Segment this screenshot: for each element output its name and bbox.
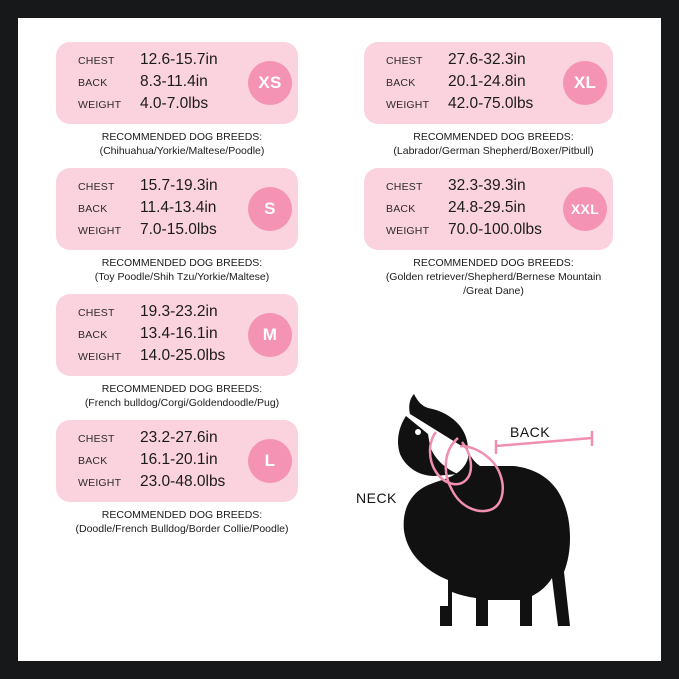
- breeds-line: (Toy Poodle/Shih Tzu/Yorkie/Maltese): [94, 271, 270, 283]
- size-column-left: [28, 42, 336, 546]
- breeds-line: (Labrador/German Shepherd/Boxer/Pitbull): [393, 145, 594, 157]
- size-badge-l: L: [248, 439, 292, 483]
- measure-value: 42.0-75.0lbs: [448, 95, 534, 112]
- size-badge-xxl: XXL: [563, 187, 607, 231]
- breeds-title: RECOMMENDED DOG BREEDS:: [101, 131, 263, 143]
- measure-value: 20.1-24.8in: [448, 73, 526, 90]
- breeds-line: (Chihuahua/Yorkie/Maltese/Poodle): [99, 145, 265, 157]
- breeds-title: RECOMMENDED DOG BREEDS:: [413, 257, 574, 269]
- breeds-s: [28, 256, 336, 284]
- size-panel-s: [56, 168, 298, 250]
- label-chest: CHEST: [496, 544, 546, 560]
- label-neck: NECK: [356, 490, 397, 506]
- size-panel-l: [56, 420, 298, 502]
- size-block-m: [28, 294, 336, 410]
- breeds-m: [28, 382, 336, 410]
- measure-value: 19.3-23.2in: [140, 303, 218, 320]
- size-panel-xl: [364, 42, 613, 124]
- breeds-title: RECOMMENDED DOG BREEDS:: [101, 257, 263, 269]
- measure-value: 23.2-27.6in: [140, 429, 218, 446]
- measure-value: 7.0-15.0lbs: [140, 221, 217, 238]
- size-panel-xxl: [364, 168, 613, 250]
- measure-value: 11.4-13.4in: [140, 199, 217, 216]
- size-block-xs: [28, 42, 336, 158]
- measure-value: 24.8-29.5in: [448, 199, 526, 216]
- measure-label: BACK: [78, 455, 108, 467]
- measure-label: CHEST: [386, 55, 423, 67]
- measure-value: 8.3-11.4in: [140, 73, 208, 90]
- size-badge-xl: XL: [563, 61, 607, 105]
- size-chart-page: [18, 18, 661, 661]
- measure-value: 15.7-19.3in: [140, 177, 218, 194]
- size-block-s: [28, 168, 336, 284]
- measure-value: 13.4-16.1in: [140, 325, 218, 342]
- size-panel-xs: [56, 42, 298, 124]
- measure-label: BACK: [78, 77, 108, 89]
- measure-value: 70.0-100.0lbs: [448, 221, 542, 238]
- breeds-xs: [28, 130, 336, 158]
- breeds-l: [28, 508, 336, 536]
- measure-label: WEIGHT: [78, 225, 122, 237]
- size-block-xxl: [336, 168, 651, 298]
- measure-label: CHEST: [78, 181, 115, 193]
- size-badge-xs: XS: [248, 61, 292, 105]
- size-badge-s: S: [248, 187, 292, 231]
- size-block-xl: [336, 42, 651, 158]
- label-back: BACK: [510, 424, 551, 440]
- measure-label: WEIGHT: [386, 99, 430, 111]
- measure-value: 14.0-25.0lbs: [140, 347, 226, 364]
- size-block-l: [28, 420, 336, 536]
- breeds-line: (French bulldog/Corgi/Goldendoodle/Pug): [84, 397, 280, 409]
- measure-label: WEIGHT: [78, 351, 122, 363]
- measure-label: BACK: [78, 329, 108, 341]
- breeds-xxl: [336, 256, 651, 298]
- measure-label: BACK: [386, 203, 416, 215]
- measure-label: CHEST: [386, 181, 423, 193]
- measure-value: 32.3-39.3in: [448, 177, 526, 194]
- size-panel-m: [56, 294, 298, 376]
- breeds-xl: [336, 130, 651, 158]
- breeds-line: (Doodle/French Bulldog/Border Collie/Poodle): [75, 523, 289, 535]
- measure-label: WEIGHT: [386, 225, 430, 237]
- measurement-lines: [348, 376, 648, 636]
- breeds-title: RECOMMENDED DOG BREEDS:: [413, 131, 574, 143]
- breeds-line: (Golden retriever/Shepherd/Bernese Mountain: [385, 271, 602, 283]
- measure-label: WEIGHT: [78, 477, 122, 489]
- size-badge-m: M: [248, 313, 292, 357]
- measure-label: CHEST: [78, 307, 115, 319]
- dog-measurement-diagram: [348, 376, 648, 636]
- breeds-title: RECOMMENDED DOG BREEDS:: [101, 383, 263, 395]
- breeds-title: RECOMMENDED DOG BREEDS:: [101, 509, 263, 521]
- measure-value: 16.1-20.1in: [140, 451, 218, 468]
- measure-label: CHEST: [78, 433, 115, 445]
- measure-value: 12.6-15.7in: [140, 51, 218, 68]
- measure-value: 27.6-32.3in: [448, 51, 526, 68]
- measure-label: BACK: [78, 203, 108, 215]
- measure-value: 23.0-48.0lbs: [140, 473, 226, 490]
- measure-label: WEIGHT: [78, 99, 122, 111]
- breeds-line: /Great Dane): [463, 285, 524, 297]
- measure-value: 4.0-7.0lbs: [140, 95, 209, 112]
- size-column-right: [336, 42, 651, 308]
- measure-label: CHEST: [78, 55, 115, 67]
- measure-label: BACK: [386, 77, 416, 89]
